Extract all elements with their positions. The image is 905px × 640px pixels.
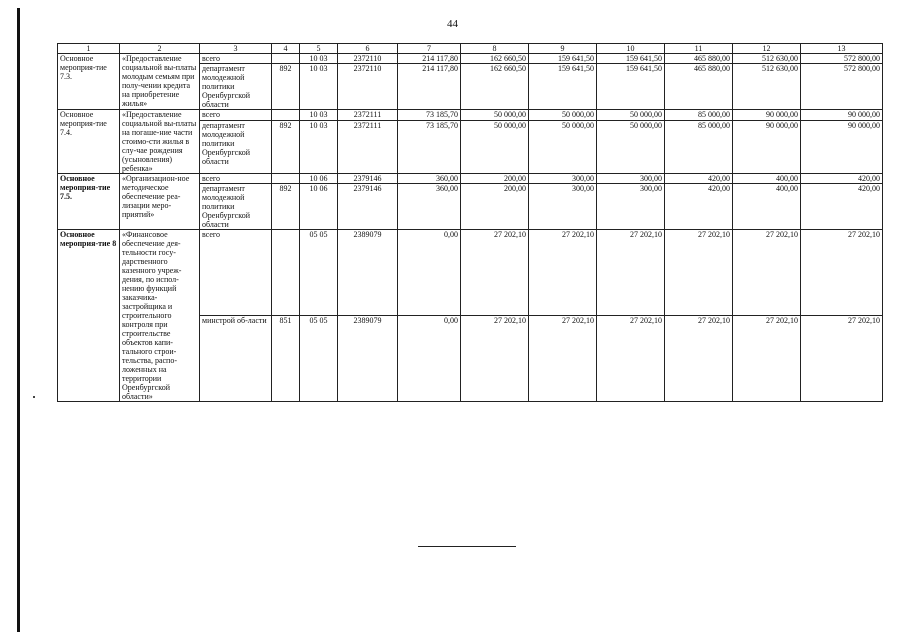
section-code-cell: 10 03 [300, 110, 338, 121]
executor-cell: департамент молодежной политики Оренбургской области [200, 184, 272, 230]
activity-description-cell: «Организацион-ное методическое обеспечение реа-лизации меро-приятий» [120, 174, 200, 230]
amount-cell: 300,00 [529, 174, 597, 184]
section-code-cell: 10 06 [300, 174, 338, 184]
grbs-code-cell: 851 [272, 316, 300, 402]
amount-cell: 162 660,50 [461, 64, 529, 110]
amount-cell: 50 000,00 [461, 110, 529, 121]
amount-cell: 159 641,50 [597, 54, 665, 64]
section-code-cell: 05 05 [300, 230, 338, 316]
amount-cell: 360,00 [398, 184, 461, 230]
column-header: 6 [338, 44, 398, 54]
executor-cell: всего [200, 54, 272, 64]
activity-name-cell: Основное мероприя-тие 7.5. [58, 174, 120, 230]
executor-cell: департамент молодежной политики Оренбургской области [200, 121, 272, 174]
table-row [58, 54, 883, 64]
amount-cell: 420,00 [801, 174, 883, 184]
amount-cell: 85 000,00 [665, 110, 733, 121]
amount-cell: 50 000,00 [461, 121, 529, 174]
amount-cell: 50 000,00 [597, 121, 665, 174]
column-number-row [58, 44, 883, 54]
amount-cell: 300,00 [597, 184, 665, 230]
column-header: 1 [58, 44, 120, 54]
table-row [58, 230, 883, 316]
amount-cell: 360,00 [398, 174, 461, 184]
column-header: 3 [200, 44, 272, 54]
amount-cell: 27 202,10 [665, 316, 733, 402]
amount-cell: 465 880,00 [665, 64, 733, 110]
amount-cell: 572 800,00 [801, 54, 883, 64]
amount-cell: 27 202,10 [597, 230, 665, 316]
grbs-code-cell: 892 [272, 121, 300, 174]
section-code-cell: 10 03 [300, 121, 338, 174]
table-row [58, 174, 883, 184]
activity-name-cell: Основное мероприя-тие 7.4. [58, 110, 120, 174]
amount-cell: 465 880,00 [665, 54, 733, 64]
target-article-cell: 2372111 [338, 110, 398, 121]
amount-cell: 512 630,00 [733, 54, 801, 64]
amount-cell: 73 185,70 [398, 110, 461, 121]
executor-cell: минстрой об-ласти [200, 316, 272, 402]
amount-cell: 512 630,00 [733, 64, 801, 110]
executor-cell: всего [200, 230, 272, 316]
amount-cell: 27 202,10 [801, 316, 883, 402]
column-header: 10 [597, 44, 665, 54]
table-row [58, 110, 883, 121]
amount-cell: 73 185,70 [398, 121, 461, 174]
amount-cell: 420,00 [665, 174, 733, 184]
executor-cell: департамент молодежной политики Оренбургской области [200, 64, 272, 110]
amount-cell: 0,00 [398, 316, 461, 402]
section-code-cell: 10 03 [300, 64, 338, 110]
amount-cell: 200,00 [461, 184, 529, 230]
section-code-cell: 10 06 [300, 184, 338, 230]
column-header: 9 [529, 44, 597, 54]
column-header: 5 [300, 44, 338, 54]
amount-cell: 162 660,50 [461, 54, 529, 64]
grbs-code-cell: 892 [272, 184, 300, 230]
amount-cell: 50 000,00 [529, 121, 597, 174]
section-code-cell: 10 03 [300, 54, 338, 64]
amount-cell: 27 202,10 [529, 316, 597, 402]
amount-cell: 27 202,10 [665, 230, 733, 316]
amount-cell: 300,00 [529, 184, 597, 230]
target-article-cell: 2372110 [338, 54, 398, 64]
activity-name-cell: Основное мероприя-тие 8 [58, 230, 120, 402]
scan-speck [33, 396, 35, 398]
grbs-code-cell [272, 174, 300, 184]
amount-cell: 214 117,80 [398, 54, 461, 64]
amount-cell: 200,00 [461, 174, 529, 184]
amount-cell: 214 117,80 [398, 64, 461, 110]
grbs-code-cell: 892 [272, 64, 300, 110]
amount-cell: 159 641,50 [597, 64, 665, 110]
amount-cell: 27 202,10 [733, 316, 801, 402]
amount-cell: 90 000,00 [733, 110, 801, 121]
amount-cell: 159 641,50 [529, 64, 597, 110]
amount-cell: 300,00 [597, 174, 665, 184]
target-article-cell: 2372111 [338, 121, 398, 174]
amount-cell: 27 202,10 [597, 316, 665, 402]
amount-cell: 27 202,10 [733, 230, 801, 316]
amount-cell: 420,00 [801, 184, 883, 230]
column-header: 12 [733, 44, 801, 54]
amount-cell: 50 000,00 [597, 110, 665, 121]
column-header: 8 [461, 44, 529, 54]
target-article-cell: 2389079 [338, 316, 398, 402]
column-header: 11 [665, 44, 733, 54]
activity-name-cell: Основное мероприя-тие 7.3. [58, 54, 120, 110]
amount-cell: 420,00 [665, 184, 733, 230]
target-article-cell: 2379146 [338, 184, 398, 230]
left-margin-rule [17, 8, 20, 632]
column-header: 13 [801, 44, 883, 54]
section-code-cell: 05 05 [300, 316, 338, 402]
amount-cell: 50 000,00 [529, 110, 597, 121]
column-header: 2 [120, 44, 200, 54]
amount-cell: 90 000,00 [801, 110, 883, 121]
target-article-cell: 2389079 [338, 230, 398, 316]
activity-description-cell: «Предоставление социальной вы-платы на погаше-ние части стоимо-сти жилья в слу-чае рождения (усыновления) ребенка» [120, 110, 200, 174]
grbs-code-cell [272, 230, 300, 316]
amount-cell: 85 000,00 [665, 121, 733, 174]
budget-table [57, 43, 883, 402]
executor-cell: всего [200, 110, 272, 121]
amount-cell: 90 000,00 [733, 121, 801, 174]
amount-cell: 90 000,00 [801, 121, 883, 174]
activity-description-cell: «Финансовое обеспечение дея-тельности госу-дарственного казенного учреж-дения, по испол-нению функций заказчика-застройщика и строительного контроля при строительстве объектов капи-тального строи-тельства, распо-ложенных на территории Оренбургской области» [120, 230, 200, 402]
amount-cell: 572 800,00 [801, 64, 883, 110]
amount-cell: 27 202,10 [801, 230, 883, 316]
amount-cell: 159 641,50 [529, 54, 597, 64]
column-header: 4 [272, 44, 300, 54]
amount-cell: 400,00 [733, 184, 801, 230]
footer-rule [418, 546, 516, 547]
activity-description-cell: «Предоставление социальной вы-платы молодым семьям при полу-чении кредита на приобретение жилья» [120, 54, 200, 110]
amount-cell: 27 202,10 [461, 230, 529, 316]
amount-cell: 27 202,10 [461, 316, 529, 402]
column-header: 7 [398, 44, 461, 54]
target-article-cell: 2372110 [338, 64, 398, 110]
amount-cell: 400,00 [733, 174, 801, 184]
amount-cell: 0,00 [398, 230, 461, 316]
grbs-code-cell [272, 54, 300, 64]
amount-cell: 27 202,10 [529, 230, 597, 316]
target-article-cell: 2379146 [338, 174, 398, 184]
executor-cell: всего [200, 174, 272, 184]
grbs-code-cell [272, 110, 300, 121]
page-number: 44 [447, 18, 458, 30]
